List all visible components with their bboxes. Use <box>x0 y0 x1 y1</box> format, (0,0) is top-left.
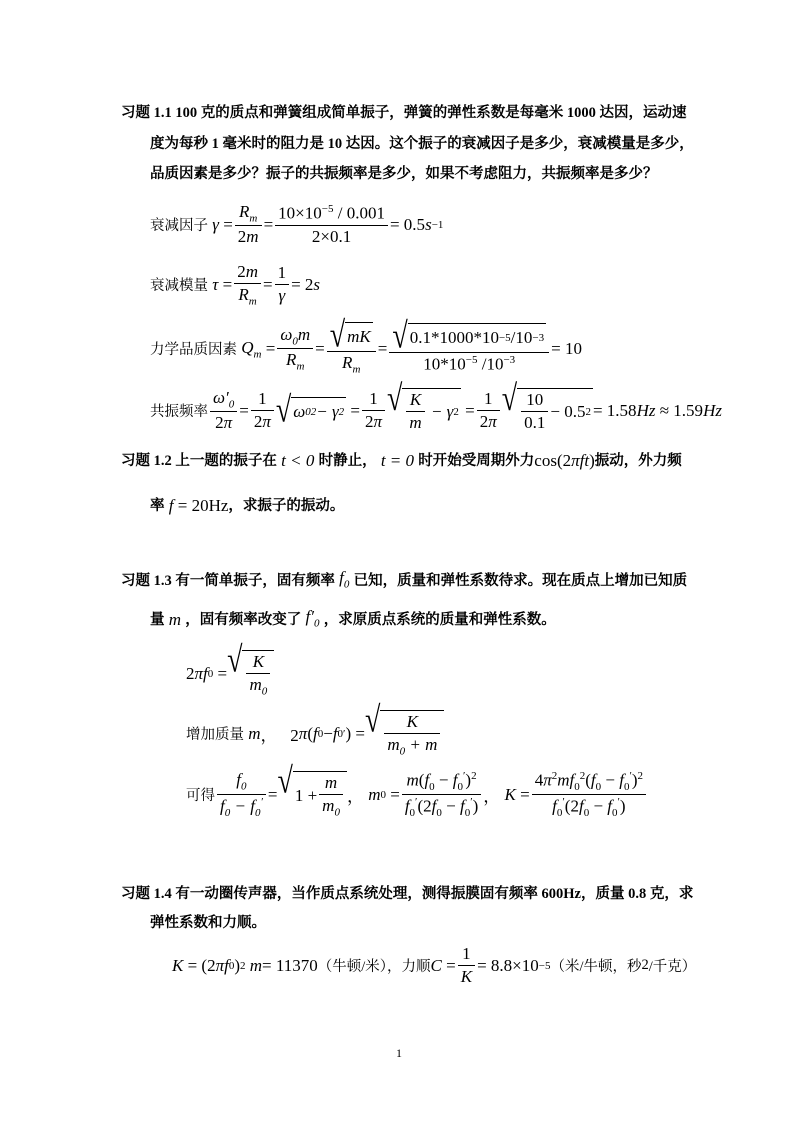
K-result: = 11370 <box>262 955 318 975</box>
damping-factor-label: 衰减因子 <box>150 218 208 235</box>
eq-stiffness-compliance: K = (2 πf 0 ) 2 m = 11370 （牛顿/米），力顺 C = $\frac{1}{K}$ = 8.8×10 −5 （米/牛顿，秒 2 /千克） <box>172 944 697 986</box>
add-mass-label: 增加质量 <box>186 727 244 744</box>
damping-modulus-label: 衰减模量 <box>150 278 208 295</box>
problem-1-1-title-line-1: 习题 1.1 100 克的质点和弹簧组成简单振子，弹簧的弹性系数是每毫米 1000 达因，运动速 <box>121 105 687 121</box>
problem-1-1-title-line-3: 品质因素是多少？振子的共振频率是多少，如果不考虑阻力，共振频率是多少？ <box>150 166 658 182</box>
page-number: 1 <box>396 1046 402 1060</box>
quality-factor-equation: 力学品质因素 $Q_m$ = $\frac{\omega_0m}{R_m}$ = √ mK $R_m$ = √ 0.1*1000*10 −5 /10 −3 $10*10^{-5}$ $/10^{-3}$ = 10 <box>150 315 582 376</box>
quality-factor-label: 力学品质因素 <box>150 342 237 359</box>
damping-factor-result: = 0.5 <box>389 214 426 234</box>
resonance-result-2: ≈ 1.59 <box>659 400 704 420</box>
C-result: = 8.8×10 <box>477 955 539 975</box>
K-unit: （牛顿/米），力顺 <box>317 959 431 975</box>
resonance-result-1: = 1.58 <box>592 400 637 420</box>
problem-1-1-title-line-2: 度为每秒 1 毫米时的阻力是 10 达因。这个振子的衰减因子是多少，衰减模量是多少， <box>150 136 694 152</box>
obtain-label: 可得 <box>186 788 215 805</box>
problem-1-4-title-line-1: 习题 1.4 有一动圈传声器，当作质点系统处理，测得振膜固有频率 600Hz，质量 0.8 克，求 <box>121 886 694 902</box>
problem-1-3-title-line-1: 习题 1.3 有一简单振子，固有频率 $f_0$ 已知，质量和弹性系数待求。现在质点上增加已知质 <box>121 568 688 591</box>
damping-modulus-result: = 2 <box>291 274 314 294</box>
damping-modulus-equation: 衰减模量 τ = $\frac{2m}{R_m}$ = $\frac{1}{\gamma}$ = 2 s <box>150 262 321 308</box>
eq-natural-frequency: 2 πf 0 = √ $\frac{K}{m_0}$ <box>186 650 274 697</box>
problem-1-2-title-line-1: 习题 1.2 上一题的振子在 t < 0 时静止， t = 0 时开始受周期外力 cos(2πft) 振动，外力频 <box>121 451 682 470</box>
problem-1-3-title-line-2: 量 m ，固有频率改变了 $f'_0$ ，求原质点系统的质量和弹性系数。 <box>150 607 556 630</box>
problem-1-4-title-line-2: 弹性系数和力顺。 <box>150 915 266 931</box>
resonance-frequency-equation: 共振频率 $\frac{\omega'_0}{2\pi}$ = $\frac{1}{2\pi}$ √ ω 0 2 − γ 2 = $\frac{1}{2\pi}$ √ $\frac{K}{m}$ − γ 2 = $\frac{1}{2\pi}$ √ $\frac{10}{0.1}$ − 0.5 2 = 1.58 Hz ≈ 1.59 Hz <box>150 378 722 433</box>
damping-factor-denominator: 2×0.1 <box>275 225 388 247</box>
problem-1-2-title-line-2: 率 f = 20Hz ，求振子的振动。 <box>150 496 345 515</box>
eq-added-mass: 增加质量 m ， 2 π ( f 0 − f 0 ′ ) = √ $\frac{K}{m_0 + m}$ <box>186 710 444 757</box>
damping-factor-numerator: 10×10 <box>278 203 322 223</box>
damping-factor-equation: 衰减因子 γ = $\frac{R_m}{2m}$ = $\frac{10\times 10^{-5} / 0.001}{2\times 0.1}$ = 0.5 s −1 <box>150 202 444 247</box>
quality-factor-result: = 10 <box>551 338 582 358</box>
eq-results: 可得 $\frac{f_0}{f_0 - f_0'}$ = √ 1 + $\frac{m}{m_0}$ ， m 0 = $\frac{m(f_0 - f_0')^2}{f_0'(2f_0 - f_0')}$ ， K = $\frac{4\pi^2mf_0^2(f_0 - f_0')^2}{f_0'(2f_0 - f_0')}$ <box>186 770 648 819</box>
resonance-label: 共振频率 <box>150 404 208 421</box>
